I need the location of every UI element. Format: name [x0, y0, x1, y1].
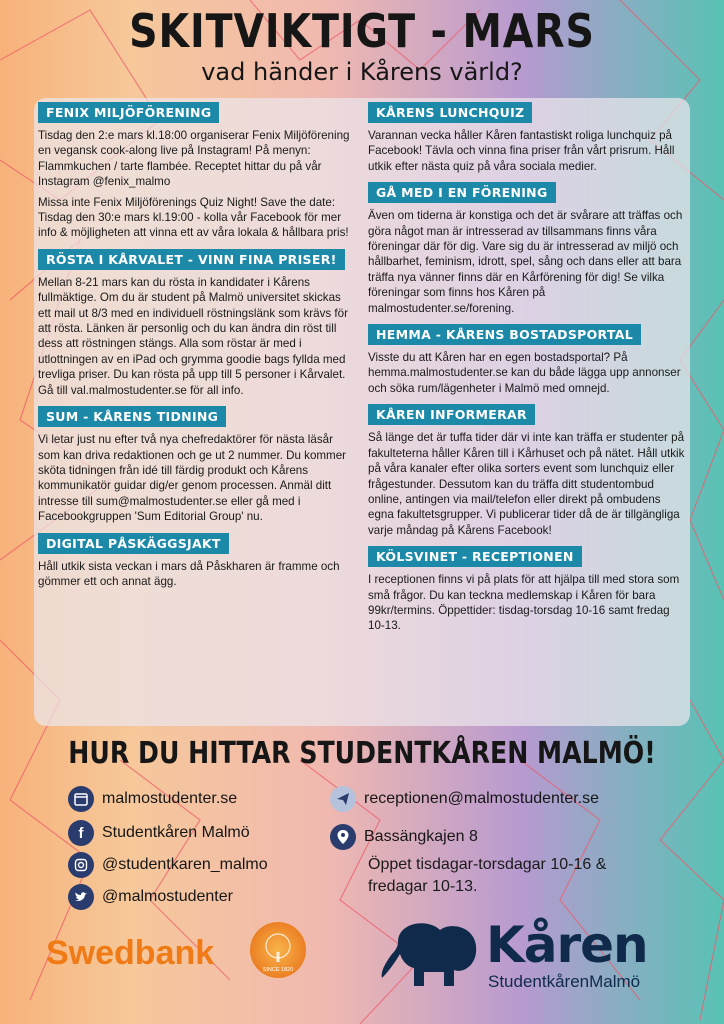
section-header: KÅREN INFORMERAR	[368, 404, 535, 425]
calendar-icon	[68, 786, 94, 812]
section-sum	[38, 406, 356, 524]
section-lunchquiz	[368, 102, 686, 174]
instagram-link[interactable]: @studentkaren_malmo	[102, 856, 268, 873]
elephant-logo-icon	[378, 912, 482, 994]
facebook-contact[interactable]	[68, 820, 250, 846]
find-us-heading: HUR DU HITTAR STUDENTKÅREN MALMÖ!	[68, 736, 656, 771]
section-text: Så länge det är tuffa tider där vi inte kan träffa er studenter på fakulteterna håller Kåren till i Kårhuset och på nätet. Håll utkik på våra kanaler efter olika sorters event som lunchquiz eller frågestunder. Dessutom kan du träffa ditt studentombud online, antingen via mail/telefon eller direkt på ombudens egna fakultetsgrupper. Vi publicerar tider då de är tillgängliga varje måndag på Kårens Facebook!	[368, 431, 685, 537]
section-text: Håll utkik sista veckan i mars då Påskharen är framme och gömmer ett och annat ägg.	[38, 559, 340, 588]
section-header: KÅRENS LUNCHQUIZ	[368, 102, 532, 123]
facebook-icon: f	[68, 820, 94, 846]
section-text: Missa inte Fenix Miljöförenings Quiz Night! Save the date: Tisdag den 30:e mars kl.19:00 - kolla vår Facebook för mer info & möjligheten att vinna ett av våra lokala & hållbara pris!	[38, 195, 349, 240]
address-contact	[330, 824, 478, 850]
section-text: I receptionen finns vi på plats för att hjälpa till med stora som små frågor. Du kan teckna medlemskap i Kåren för bara 99kr/termins. Öppettider: tisdag-torsdag 10-16 samt fredag 10-13.	[368, 573, 680, 633]
right-column	[368, 102, 686, 642]
section-text: Vi letar just nu efter två nya chefredaktörer för nästa läsår som kan driva redaktionen och ge ut 2 nummer. Du kommer sköta tidningen från idé till färdig produkt och Kårens kommunikatör guidar dig/er genom processen. Anmäl ditt intresse till sum@malmostudenter.se eller gå med i Facebookgruppen 'Sum Editorial Group' nu.	[38, 433, 347, 524]
section-header: SUM - KÅRENS TIDNING	[38, 406, 226, 427]
website-contact[interactable]	[68, 786, 237, 812]
section-paskaggsjakt	[38, 533, 356, 590]
section-text: Visste du att Kåren har en egen bostadsportal? På hemma.malmostudenter.se kan du både lägga upp annonser och söka rum/lägenheter i Malmö med omnejd.	[368, 351, 681, 395]
section-informerar	[368, 404, 686, 538]
page-subtitle: vad händer i Kårens värld?	[201, 58, 523, 86]
twitter-icon	[68, 884, 94, 910]
swedbank-logo: Swedbank	[46, 934, 215, 972]
instagram-contact[interactable]	[68, 852, 268, 878]
section-bostadsportal	[368, 324, 686, 396]
page-title: SKITVIKTIGT - MARS	[129, 4, 595, 58]
section-text: Även om tiderna är konstiga och det är svårare att träffas och göra något man är intresserad av tillsammans finns våra föreningar där för dig. Vare sig du är intresserad av miljö och hållbarhet, feminism, idrott, spel, sång och dans eller att bara träffa nya vänner finns där en Kårförening för dig! Se vilka föreningar som finns hos Kåren på malmostudenter.se/forening.	[368, 209, 683, 315]
section-fenix	[38, 102, 356, 241]
location-pin-icon	[330, 824, 356, 850]
section-header: HEMMA - KÅRENS BOSTADSPORTAL	[368, 324, 641, 345]
swedbank-oak-seal-icon	[250, 922, 306, 978]
karen-logo-subtitle: StudentkårenMalmö	[488, 972, 641, 991]
paper-plane-icon	[330, 786, 356, 812]
section-karvalet	[38, 249, 356, 398]
section-text: Tisdag den 2:e mars kl.18:00 organiserar Fenix Miljöförening en vegansk cook-along live på Instagram! På menyn: Flammkuchen / tarte flambée. Receptet hittar du på vår Instagram @fenix_malmo	[38, 129, 350, 189]
section-header: KÖLSVINET - RECEPTIONEN	[368, 546, 582, 567]
section-text: Varannan vecka håller Kåren fantastiskt roliga lunchquiz på Facebook! Tävla och vinna fina priser från vårt prisrum. Håll utkik efter nästa quiz på våra sociala medier.	[368, 129, 675, 173]
email-link[interactable]: receptionen@malmostudenter.se	[364, 790, 600, 807]
facebook-link[interactable]: Studentkåren Malmö	[102, 824, 250, 841]
left-column	[38, 102, 356, 597]
address-text: Bassängkajen 8	[364, 828, 478, 845]
section-header: DIGITAL PÅSKÄGGSJAKT	[38, 533, 229, 554]
twitter-link[interactable]: @malmostudenter	[102, 888, 233, 905]
email-contact[interactable]	[330, 786, 599, 812]
twitter-contact[interactable]	[68, 884, 233, 910]
karen-logo-text: Kåren	[486, 916, 648, 974]
section-receptionen	[368, 546, 686, 634]
section-header: GÅ MED I EN FÖRENING	[368, 182, 556, 203]
instagram-icon	[68, 852, 94, 878]
website-link[interactable]: malmostudenter.se	[102, 790, 238, 807]
svg-text:SINCE 1820: SINCE 1820	[262, 967, 294, 973]
opening-hours: Öppet tisdagar-torsdagar 10-16 & fredagar 10-13.	[368, 856, 607, 895]
section-text: Mellan 8-21 mars kan du rösta in kandidater i Kårens fullmäktige. Om du är student på Malmö universitet skickas ett mail ut 8/3 med en individuell röstningslänk som krävs för att rösta. Länken är personlig och du kan ändra din röst till dess att röstningen stängs. Alla som röstar är med i utlottningen av en iPad och grymma goodie bags fyllda med trevliga priser. Du kan rösta på upp till 5 personer i Kårvalet. Gå till val.malmostudenter.se för all info.	[38, 275, 348, 397]
section-header: RÖSTA I KÅRVALET - VINN FINA PRISER!	[38, 249, 345, 270]
section-header: FENIX MILJÖFÖRENING	[38, 102, 219, 123]
section-forening	[368, 182, 686, 316]
